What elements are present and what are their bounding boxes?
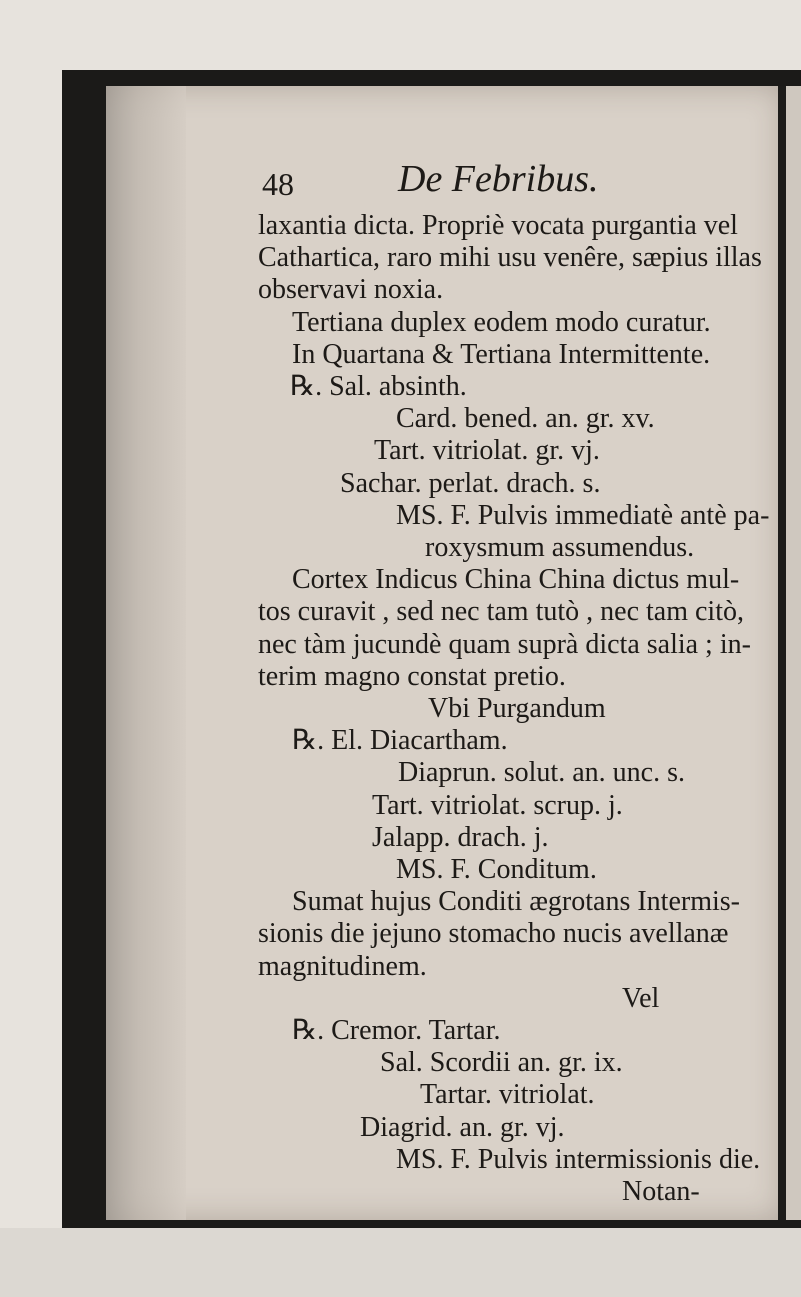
text-line: Sal. Scordii an. gr. ix. bbox=[380, 1047, 623, 1078]
text-line: Sumat hujus Conditi ægrotans Intermis- bbox=[292, 886, 740, 917]
text-line: magnitudinem. bbox=[258, 951, 427, 982]
text-line: Tertiana duplex eodem modo curatur. bbox=[292, 307, 711, 338]
section-heading: Vbi Purgandum bbox=[428, 693, 606, 724]
text-line: Notan- bbox=[622, 1176, 700, 1207]
text-line: laxantia dicta. Propriè vocata purgantia vel bbox=[258, 210, 738, 241]
text-line: MS. F. Conditum. bbox=[396, 854, 597, 885]
text-line: tos curavit , sed nec tam tutò , nec tam citò, bbox=[258, 596, 744, 627]
text-line: Jalapp. drach. j. bbox=[372, 822, 549, 853]
text-line: observavi noxia. bbox=[258, 274, 444, 305]
text-line: Tart. vitriolat. scrup. j. bbox=[372, 790, 623, 821]
text-line: Diaprun. solut. an. unc. s. bbox=[398, 757, 685, 788]
text-line: Diagrid. an. gr. vj. bbox=[360, 1112, 565, 1143]
text-line: Card. bened. an. gr. xv. bbox=[396, 403, 655, 434]
text-line: In Quartana & Tertiana Intermittente. bbox=[292, 339, 711, 370]
page-number: 48 bbox=[262, 166, 294, 202]
text-line: Tartar. vitriolat. bbox=[420, 1079, 595, 1110]
text-line: ℞. Cremor. Tartar. bbox=[292, 1015, 501, 1046]
adjacent-page-sliver bbox=[786, 86, 801, 1220]
text-line: sionis die jejuno stomacho nucis avellanæ bbox=[258, 918, 729, 949]
text-line: roxysmum assumendus. bbox=[425, 532, 695, 563]
text-line: Cortex Indicus China China dictus mul- bbox=[292, 564, 740, 595]
text-line: MS. F. Pulvis immediatè antè pa- bbox=[396, 500, 770, 531]
text-line: ℞. Sal. absinth. bbox=[290, 371, 467, 402]
scan-bottom-margin bbox=[0, 1228, 801, 1297]
page-gutter bbox=[106, 86, 186, 1220]
text-line: terim magno constat pretio. bbox=[258, 661, 566, 692]
text-line: nec tàm jucundè quam suprà dicta salia ; in- bbox=[258, 629, 751, 660]
text-line: ℞. El. Diacartham. bbox=[292, 725, 508, 756]
text-line: MS. F. Pulvis intermissionis die. bbox=[396, 1144, 761, 1175]
text-line: Vel bbox=[622, 983, 660, 1014]
text-line: Cathartica, raro mihi usu venêre, sæpius illas bbox=[258, 242, 762, 273]
running-header: De Febribus. bbox=[398, 158, 599, 200]
text-line: Sachar. perlat. drach. s. bbox=[340, 468, 601, 499]
text-line: Tart. vitriolat. gr. vj. bbox=[374, 435, 600, 466]
